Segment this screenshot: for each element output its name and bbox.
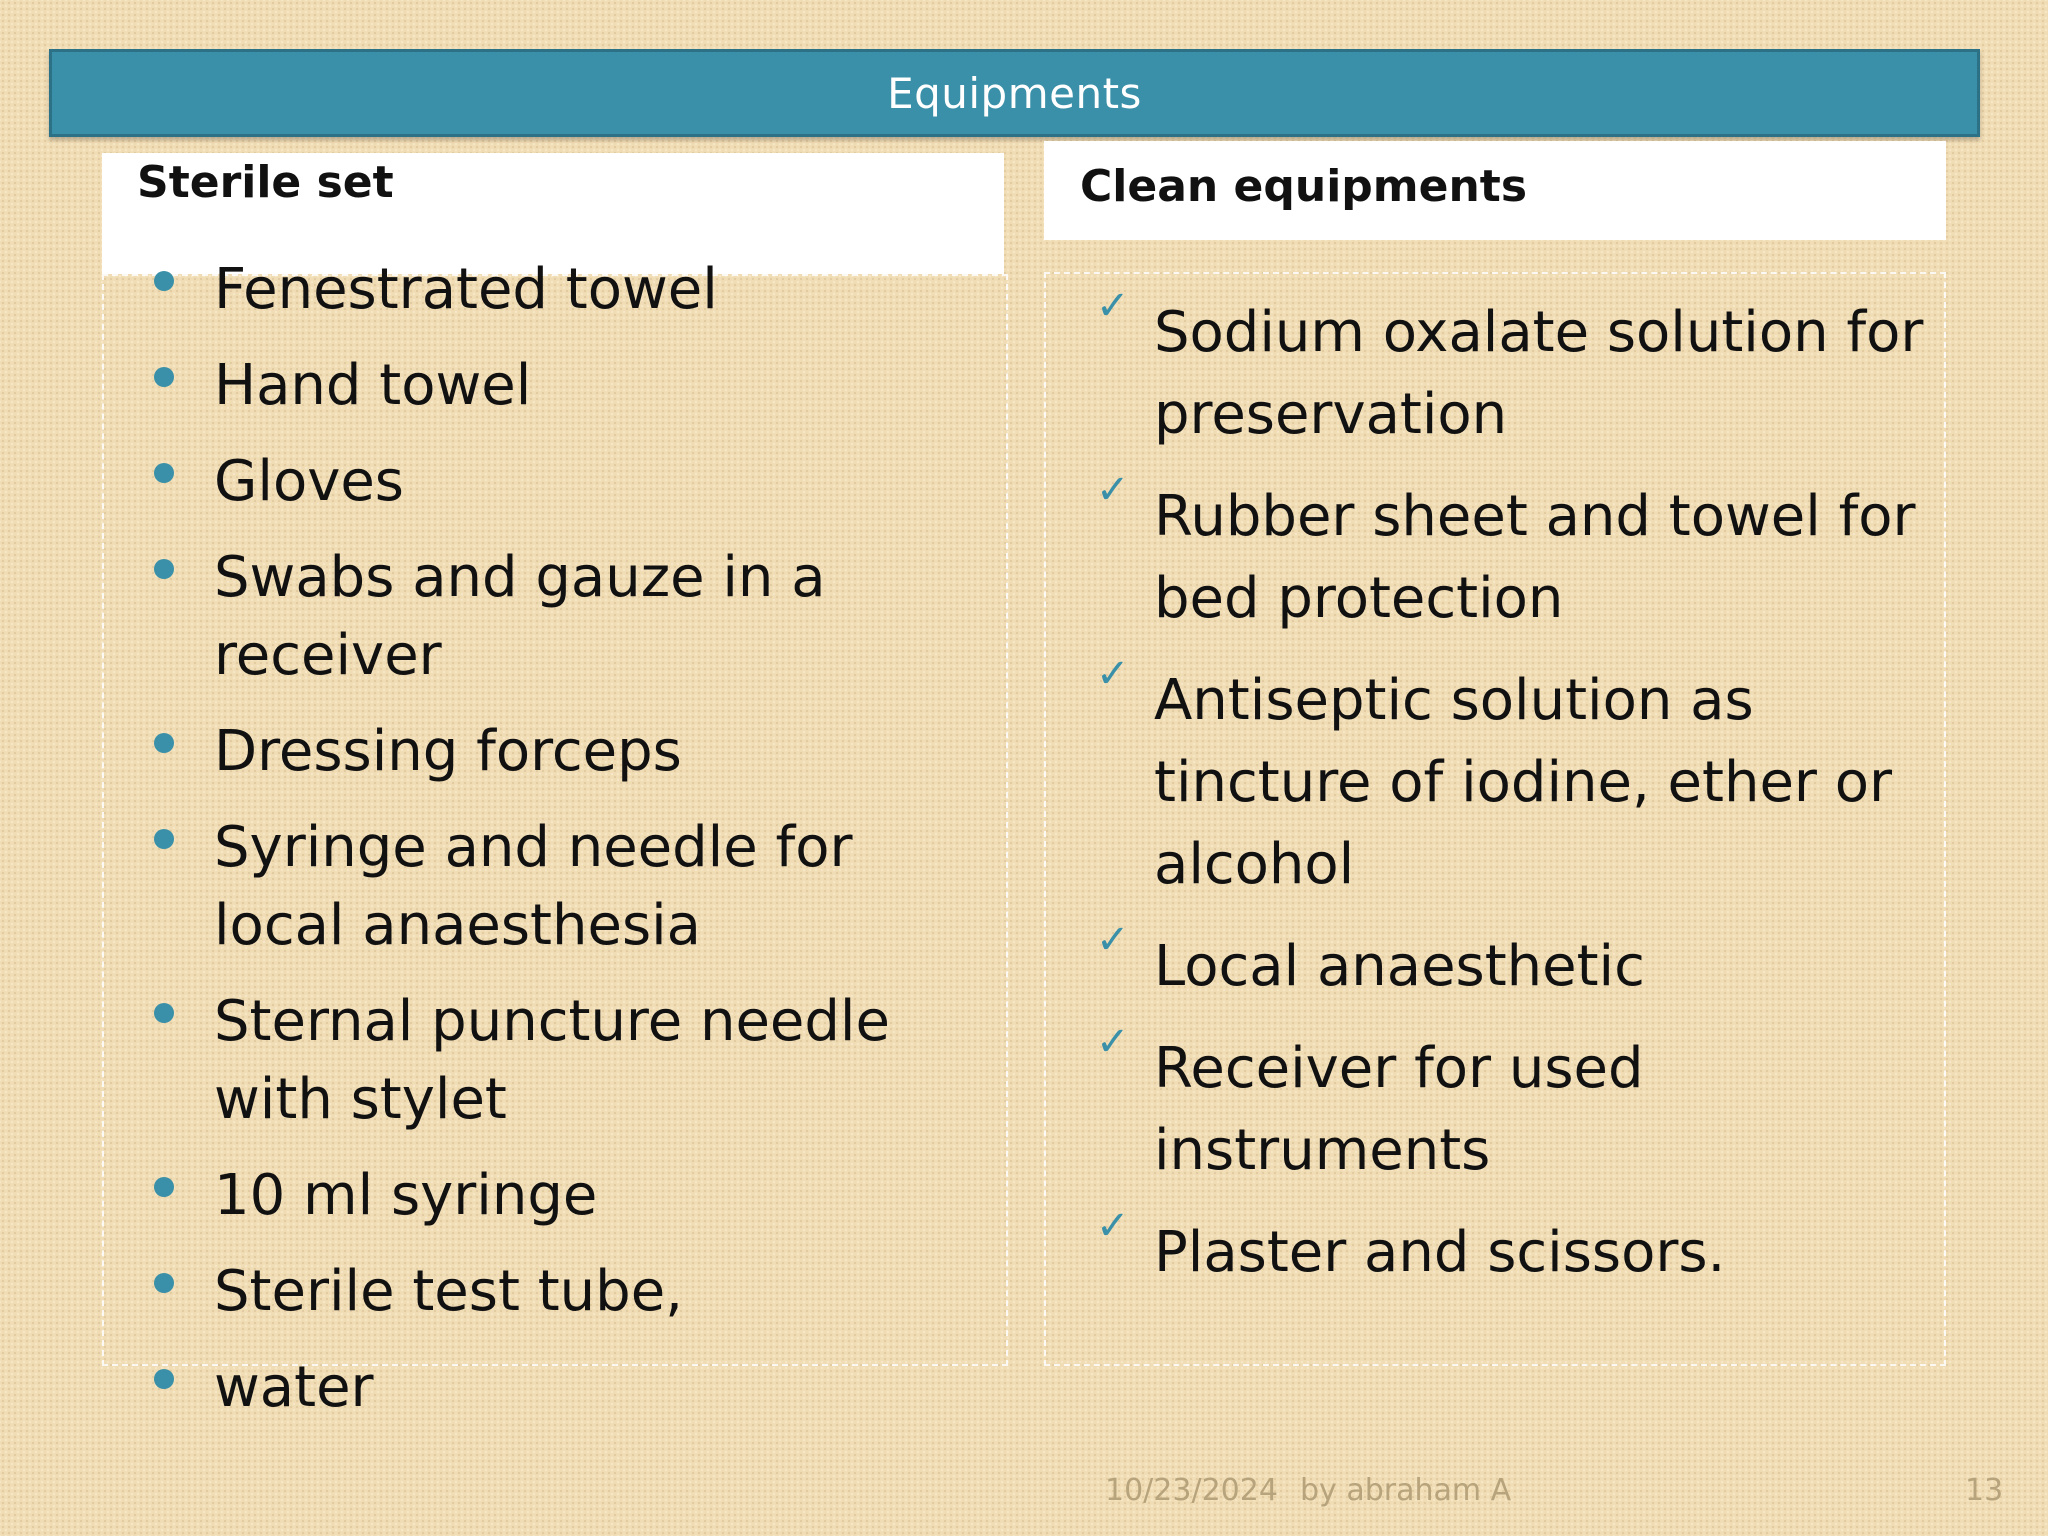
list-item: Fenestrated towel xyxy=(214,251,994,329)
title-bar xyxy=(49,49,1980,137)
list-item: Syringe and needle for local anaesthesia xyxy=(214,809,994,965)
bullet-dot-icon xyxy=(154,271,174,291)
list-item: ✓ Antiseptic solution as tincture of iodine, ether or alcohol xyxy=(1096,651,1893,897)
bullet-dot-icon xyxy=(154,367,174,387)
slide-title: Equipments xyxy=(887,68,1142,118)
list-item: Gloves xyxy=(214,443,994,521)
bullet-dot-icon xyxy=(154,829,174,849)
sterile-set-heading: Sterile set xyxy=(102,153,1004,274)
list-item: ✓ Plaster and scissors. xyxy=(1096,1203,1726,1285)
check-mark-icon: ✓ xyxy=(1096,1203,1130,1249)
check-mark-icon: ✓ xyxy=(1096,917,1130,963)
footer-author: by abraham A xyxy=(1300,1473,1512,1508)
check-mark-icon: ✓ xyxy=(1096,283,1130,329)
sterile-set-list-box xyxy=(102,257,1008,1420)
list-item: Swabs and gauze in a receiver xyxy=(214,539,994,695)
footer-date: 10/23/2024 xyxy=(1105,1473,1278,1508)
bullet-dot-icon xyxy=(154,559,174,579)
check-mark-icon: ✓ xyxy=(1096,467,1130,513)
bullet-dot-icon xyxy=(154,733,174,753)
bullet-dot-icon xyxy=(154,463,174,483)
bullet-dot-icon xyxy=(154,1369,174,1389)
list-item: Hand towel xyxy=(214,347,994,425)
list-item: Sternal puncture needle with stylet xyxy=(214,983,994,1139)
list-item: Sterile test tube, xyxy=(214,1253,994,1331)
list-item: Dressing forceps xyxy=(214,713,994,791)
list-item: ✓ Sodium oxalate solution for preservation xyxy=(1096,283,1924,447)
sterile-set-list xyxy=(104,251,1006,1427)
check-mark-icon: ✓ xyxy=(1096,651,1130,697)
bullet-dot-icon xyxy=(154,1273,174,1293)
check-mark-icon: ✓ xyxy=(1096,1019,1130,1065)
list-item: ✓ Rubber sheet and towel for bed protection xyxy=(1096,467,1916,631)
clean-equipments-heading: Clean equipments xyxy=(1044,141,1946,240)
clean-equipments-list xyxy=(1046,283,1944,1294)
page-number: 13 xyxy=(1965,1473,2004,1508)
bullet-dot-icon xyxy=(154,1003,174,1023)
list-item: ✓ Receiver for used instruments xyxy=(1096,1019,1644,1183)
list-item: ✓ Local anaesthetic xyxy=(1096,917,1645,999)
clean-equipments-list-box xyxy=(1044,272,1946,1366)
list-item: 10 ml syringe xyxy=(214,1157,994,1235)
bullet-dot-icon xyxy=(154,1177,174,1197)
list-item: water xyxy=(214,1349,994,1427)
